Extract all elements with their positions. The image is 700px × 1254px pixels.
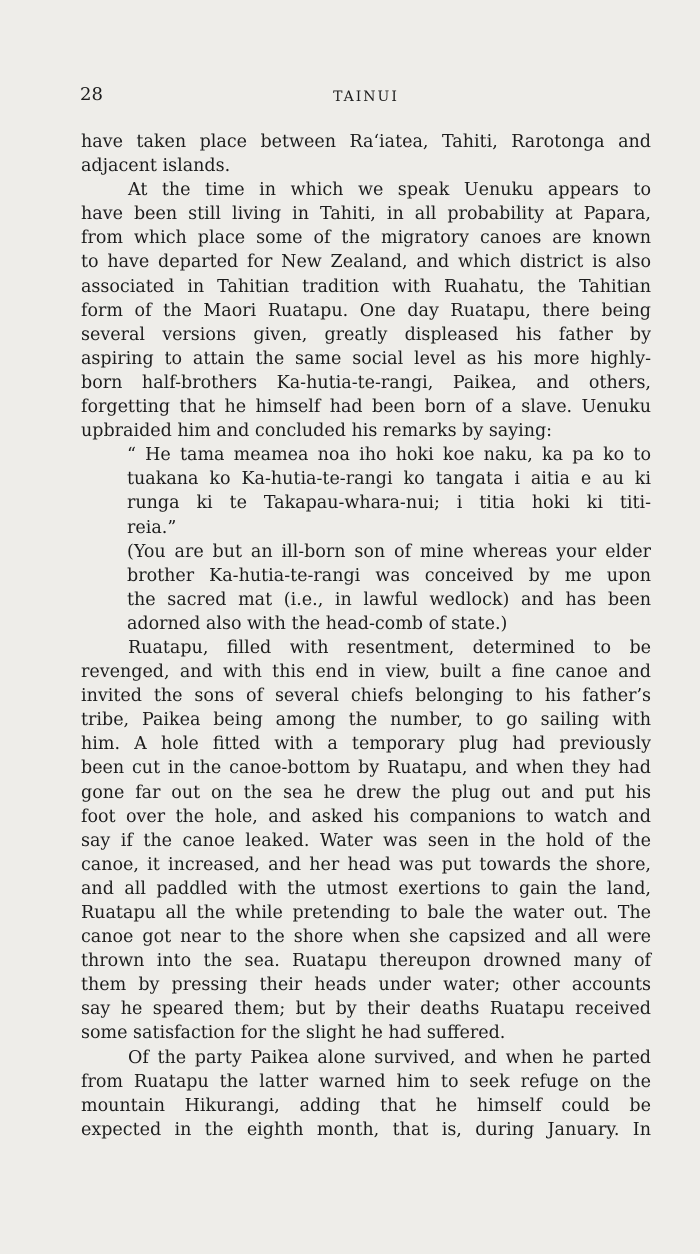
text-line: associated in Tahitian tradition with Ruahatu, the Tahitian	[81, 276, 651, 297]
text-line: mountain Hikurangi, adding that he himself could be	[81, 1095, 651, 1116]
text-line: adjacent islands.	[81, 156, 231, 177]
text-line: thrown into the sea. Ruatapu thereupon drowned many of	[81, 951, 651, 972]
text-line: say if the canoe leaked. Water was seen in the hold of the	[81, 830, 651, 851]
text-line: to have departed for New Zealand, and which district is also	[81, 252, 651, 273]
text-line: upbraided him and concluded his remarks by saying:	[81, 421, 553, 442]
text-line: “ He tama meamea noa iho hoki koe naku, ka pa ko to	[127, 445, 651, 466]
text-line: been cut in the canoe-bottom by Ruatapu, and when they had	[81, 758, 651, 779]
text-line: gone far out on the sea he drew the plug out and put his	[81, 782, 651, 803]
text-line: revenged, and with this end in view, built a fine canoe and	[81, 662, 651, 683]
page-header	[80, 84, 652, 110]
text-line: Of the party Paikea alone survived, and when he parted	[128, 1047, 651, 1068]
text-line: the sacred mat (i.e., in lawful wedlock) and has been	[127, 589, 651, 610]
text-line: runga ki te Takapau-whara-nui; i titia hoki ki titi-	[127, 493, 651, 514]
text-line: them by pressing their heads under water; other accounts	[81, 975, 651, 996]
text-line: brother Ka-hutia-te-rangi was conceived by me upon	[127, 565, 651, 586]
text-line: tuakana ko Ka-hutia-te-rangi ko tangata i aitia e au ki	[127, 469, 651, 490]
text-line: several versions given, greatly displeased his father by	[81, 324, 651, 345]
body-text	[81, 130, 651, 1142]
text-line: adorned also with the head-comb of state.)	[127, 613, 508, 634]
text-line: have taken place between Raʻiatea, Tahiti, Rarotonga and	[81, 132, 651, 152]
text-line: him. A hole fitted with a temporary plug had previously	[81, 734, 651, 755]
text-line: Ruatapu, filled with resentment, determined to be	[128, 637, 651, 658]
text-line: from Ruatapu the latter warned him to seek refuge on the	[81, 1071, 651, 1092]
text-line: foot over the hole, and asked his companions to watch and	[81, 806, 651, 827]
text-line: reia.”	[127, 517, 177, 538]
text-line: Ruatapu all the while pretending to bale the water out. The	[81, 903, 651, 923]
text-line: from which place some of the migratory canoes are known	[81, 228, 651, 249]
text-line: forgetting that he himself had been born of a slave. Uenuku	[81, 397, 651, 418]
running-head: TAINUI	[333, 89, 399, 105]
text-line: aspiring to attain the same social level as his more highly-	[81, 348, 651, 369]
text-line: form of the Maori Ruatapu. One day Ruatapu, there being	[81, 300, 651, 321]
text-line: say he speared them; but by their deaths Ruatapu received	[81, 999, 651, 1020]
text-line: have been still living in Tahiti, in all probability at Papara,	[81, 204, 651, 225]
text-line: At the time in which we speak Uenuku appears to	[128, 180, 651, 201]
text-line: (You are but an ill-born son of mine whereas your elder	[127, 541, 651, 562]
text-line: some satisfaction for the slight he had suffered.	[81, 1023, 506, 1044]
text-line: and all paddled with the utmost exertions to gain the land,	[81, 878, 651, 899]
text-line: born half-brothers Ka-hutia-te-rangi, Paikea, and others,	[81, 372, 651, 393]
text-line: canoe, it increased, and her head was put towards the shore,	[81, 854, 651, 875]
text-line: tribe, Paikea being among the number, to go sailing with	[81, 710, 651, 731]
text-line: invited the sons of several chiefs belonging to his father’s	[81, 686, 651, 707]
page-number: 28	[80, 84, 103, 105]
text-line: canoe got near to the shore when she capsized and all were	[81, 927, 651, 948]
text-line: expected in the eighth month, that is, during January. In	[81, 1119, 651, 1140]
